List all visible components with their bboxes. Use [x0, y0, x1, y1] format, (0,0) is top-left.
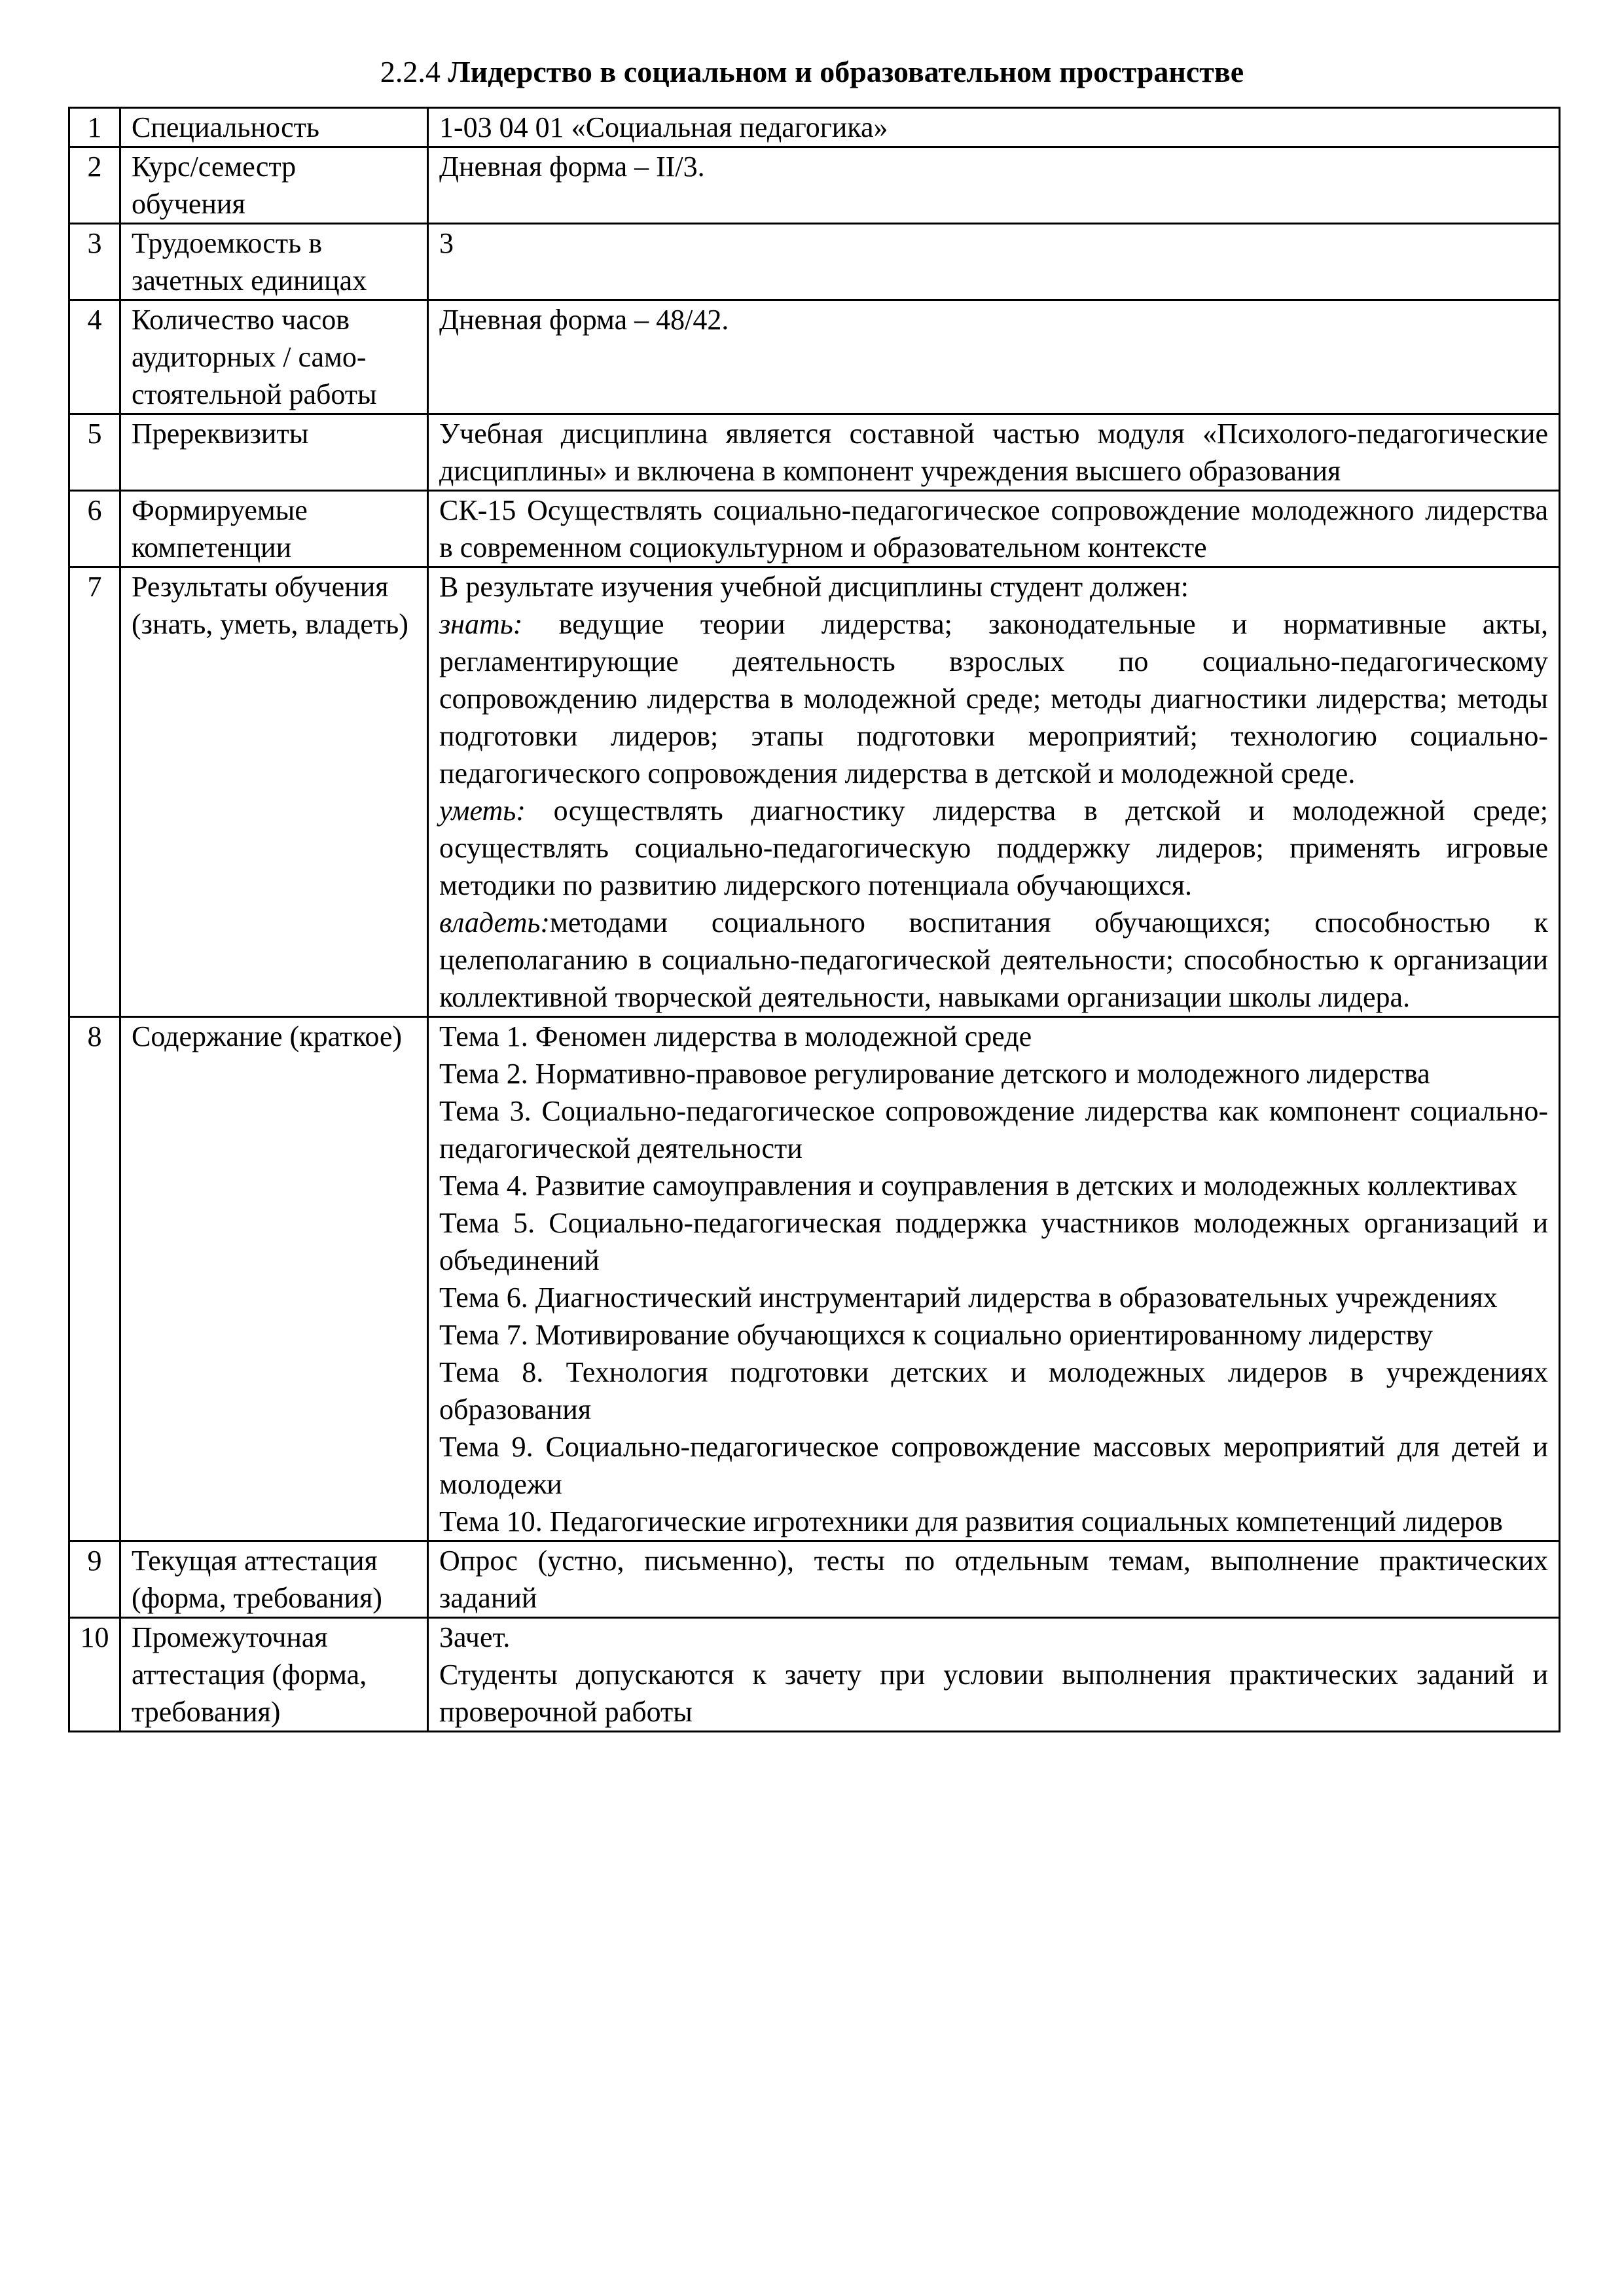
row-label: Результаты обучения (знать, уметь, владеть): [120, 567, 428, 1017]
row-number: 8: [69, 1017, 120, 1541]
outcomes-know: [439, 605, 1548, 792]
row-number: 7: [69, 567, 120, 1017]
row-value: Учебная дисциплина является составной частью модуля «Психолого-педагогические дисциплины» и включена в компонент учреждения высшего образования: [428, 414, 1560, 491]
page-title: [0, 52, 1624, 92]
row-label: Текущая аттестация (форма, требования): [120, 1541, 428, 1618]
table-row: [69, 1618, 1560, 1732]
table-row: [69, 567, 1560, 1017]
outcomes-own: [439, 904, 1548, 1016]
row-value: Опрос (устно, письменно), тесты по отдельным темам, выполнение практических заданий: [428, 1541, 1560, 1618]
row-label: Курс/семестр обучения: [120, 147, 428, 224]
own-text: методами социального воспитания обучающихся; способностью к целеполаганию в социально-педагогической деятельности; способностью к организации коллективной творческой деятельности, навыками организации школы лидера.: [439, 906, 1548, 1013]
know-label: знать:: [439, 608, 523, 640]
topic-item: Тема 1. Феномен лидерства в молодежной среде: [439, 1020, 1032, 1052]
outcomes-can: [439, 792, 1548, 904]
row-value: СК-15 Осуществлять социально-педагогическое сопровождение молодежного лидерства в современном социокультурном и образовательном контексте: [428, 491, 1560, 567]
row-number: 2: [69, 147, 120, 224]
topic-item: Тема 7. Мотивирование обучающихся к социально ориентированному лидерству: [439, 1319, 1434, 1351]
table-row: [69, 224, 1560, 300]
topic-item: Тема 9. Социально-педагогическое сопровождение массовых мероприятий для детей и молодежи: [439, 1431, 1548, 1500]
topic-item: Тема 10. Педагогические игротехники для развития социальных компетенций лидеров: [439, 1505, 1503, 1537]
topic-item: Тема 2. Нормативно-правовое регулирование детского и молодежного лидерства: [439, 1058, 1430, 1090]
assessment-requirements: Студенты допускаются к зачету при условии выполнения практических заданий и проверочной работы: [439, 1659, 1548, 1728]
topic-item: Тема 3. Социально-педагогическое сопровождение лидерства как компонент социально-педагогической деятельности: [439, 1095, 1548, 1164]
can-text: осуществлять диагностику лидерства в детской и молодежной среде; осуществлять социально-педагогическую поддержку лидеров; применять игровые методики по развитию лидерского потенциала обучающихся.: [439, 795, 1548, 901]
row-number: 1: [69, 108, 120, 147]
topic-item: Тема 8. Технология подготовки детских и молодежных лидеров в учреждениях образования: [439, 1356, 1548, 1426]
row-value: 1-03 04 01 «Социальная педагогика»: [428, 108, 1560, 147]
row-number: 3: [69, 224, 120, 300]
row-number: 5: [69, 414, 120, 491]
table-row: [69, 1541, 1560, 1618]
table-row: [69, 1017, 1560, 1541]
row-label: Количество часов аудиторных / само-стоятельной работы: [120, 300, 428, 414]
row-number: 6: [69, 491, 120, 567]
row-number: 4: [69, 300, 120, 414]
can-label: уметь:: [439, 795, 526, 827]
topic-item: Тема 5. Социально-педагогическая поддержка участников молодежных организаций и объединений: [439, 1207, 1548, 1276]
topics-list: [428, 1017, 1560, 1541]
own-label: владеть:: [439, 906, 550, 939]
topic-item: Тема 4. Развитие самоуправления и соуправления в детских и молодежных коллективах: [439, 1170, 1518, 1202]
table-row: [69, 491, 1560, 567]
row-value: Дневная форма – 48/42.: [428, 300, 1560, 414]
discipline-table: [68, 107, 1561, 1732]
table-row: [69, 147, 1560, 224]
row-label: Формируемые компетенции: [120, 491, 428, 567]
row-number: 9: [69, 1541, 120, 1618]
row-label: Трудоемкость в зачетных единицах: [120, 224, 428, 300]
table-row: [69, 300, 1560, 414]
row-label: Специальность: [120, 108, 428, 147]
row-value: 3: [428, 224, 1560, 300]
final-assessment: [428, 1618, 1560, 1732]
outcomes-intro: В результате изучения учебной дисциплины студент должен:: [439, 571, 1189, 603]
row-number: 10: [69, 1618, 120, 1732]
section-number: 2.2.4: [380, 55, 441, 88]
assessment-type: Зачет.: [439, 1621, 511, 1653]
row-value: Дневная форма – II/3.: [428, 147, 1560, 224]
learning-outcomes: [428, 567, 1560, 1017]
section-title: Лидерство в социальном и образовательном пространстве: [448, 55, 1244, 88]
row-label: Содержание (краткое): [120, 1017, 428, 1541]
table-row: [69, 414, 1560, 491]
know-text: ведущие теории лидерства; законодательные и нормативные акты, регламентирующие деятельность взрослых по социально-педагогическому сопровождению лидерства в молодежной среде; методы диагностики лидерства; методы подготовки лидеров; этапы подготовки мероприятий; технологию социально-педагогического сопровождения лидерства в детской и молодежной среде.: [439, 608, 1548, 789]
row-label: Пререквизиты: [120, 414, 428, 491]
row-label: Промежуточная аттестация (форма, требования): [120, 1618, 428, 1732]
table-row: [69, 108, 1560, 147]
topic-item: Тема 6. Диагностический инструментарий лидерства в образовательных учреждениях: [439, 1282, 1498, 1314]
